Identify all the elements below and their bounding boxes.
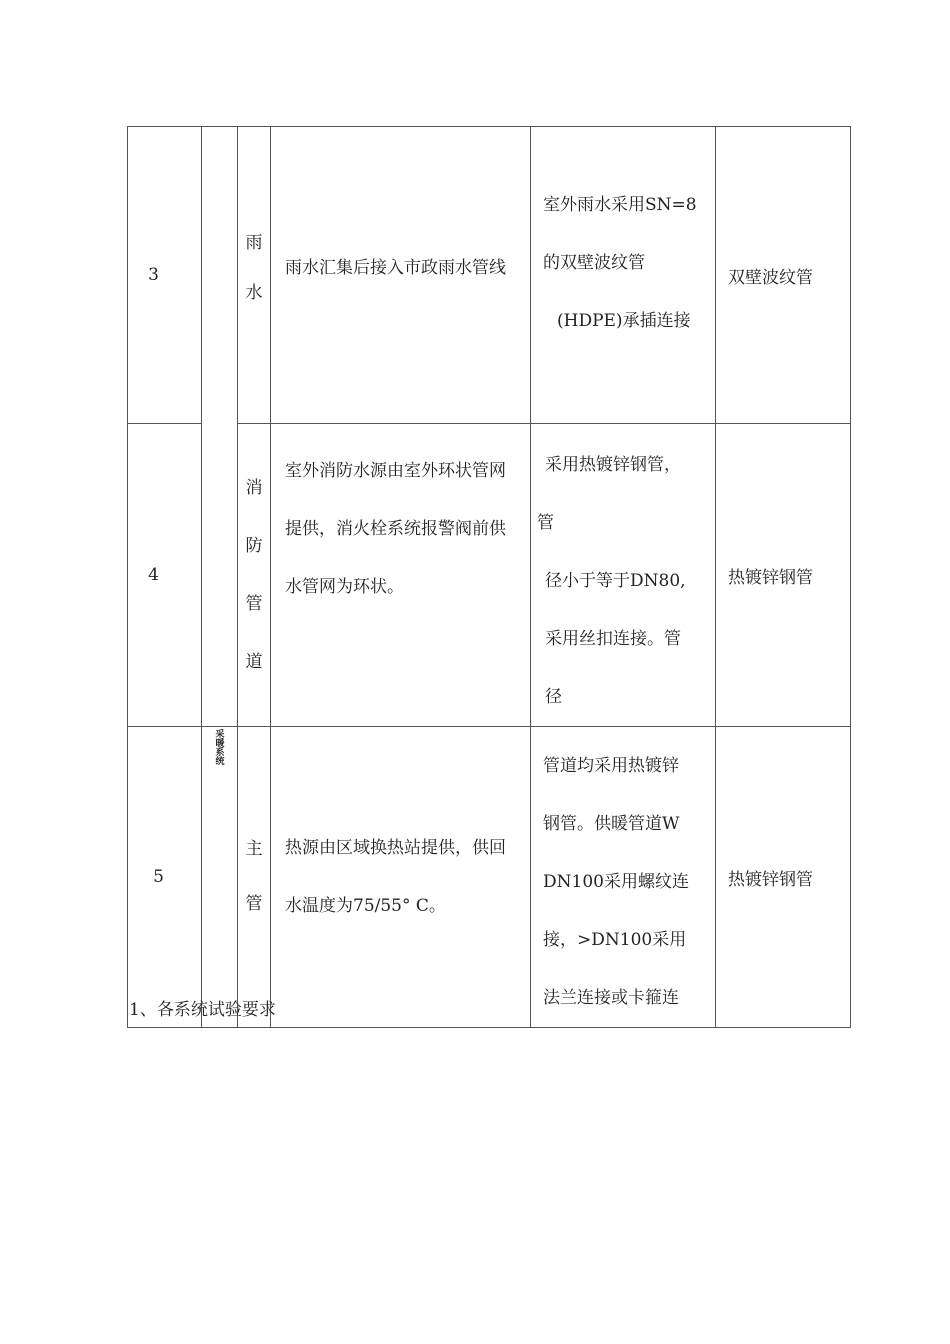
- category-char: 雨: [245, 233, 263, 253]
- method-line: DN100采用螺纹连: [543, 872, 689, 892]
- row-number: 4: [148, 565, 159, 585]
- row-number-cell: [128, 424, 202, 727]
- row-number: 3: [148, 265, 159, 285]
- category-char: 消: [245, 478, 263, 498]
- pipe-system-table: [127, 126, 851, 1028]
- system-group-cell: [202, 127, 238, 727]
- method-cell: [531, 127, 716, 424]
- method-line: 采用丝扣连接。管: [545, 629, 681, 649]
- material-cell: 热镀锌钢管: [716, 727, 851, 1028]
- row-number: 5: [153, 867, 164, 887]
- material-cell: 双壁波纹管: [716, 127, 851, 424]
- method-line: 径: [545, 687, 562, 707]
- row-number-cell: [128, 727, 202, 1028]
- section-heading: 1、各系统试验要求: [129, 1000, 276, 1020]
- category-char: 主: [245, 839, 263, 859]
- method-cell: [531, 727, 716, 1028]
- category-cell: [238, 127, 271, 424]
- category-char: 防: [245, 536, 263, 556]
- method-line: 钢管。供暖管道W: [543, 814, 680, 834]
- row-number-cell: [128, 127, 202, 424]
- method-cell: [531, 424, 716, 727]
- table-row: [128, 727, 851, 1028]
- table-row: [128, 127, 851, 424]
- method-line: 径小于等于DN80,: [545, 571, 686, 591]
- method-line: 法兰连接或卡箍连: [543, 988, 679, 1008]
- method-line: 接，>DN100采用: [543, 930, 687, 950]
- method-line: 室外雨水采用SN=8: [543, 195, 697, 215]
- category-cell: [238, 727, 271, 1028]
- description-cell: 雨水汇集后接入市政雨水管线: [271, 127, 531, 424]
- material-cell: 热镀锌钢管: [716, 424, 851, 727]
- category-char: 管: [245, 894, 263, 914]
- system-group-label: 采暖系统: [213, 729, 224, 765]
- category-cell: [238, 424, 271, 727]
- category-char: 道: [245, 652, 263, 672]
- method-line: 管: [537, 513, 554, 533]
- method-line: 采用热镀锌钢管，: [545, 455, 681, 475]
- description-cell: 热源由区域换热站提供，供回水温度为75/55° C。: [271, 727, 531, 1028]
- method-line: 管道均采用热镀锌: [543, 756, 679, 776]
- category-char: 水: [245, 283, 263, 303]
- category-char: 管: [245, 594, 263, 614]
- method-line: 的双壁波纹管: [543, 253, 645, 273]
- method-line: (HDPE)承插连接: [557, 311, 691, 331]
- description-cell: 室外消防水源由室外环状管网提供，消火栓系统报警阀前供水管网为环状。: [271, 424, 531, 727]
- system-group-cell: [202, 727, 238, 1028]
